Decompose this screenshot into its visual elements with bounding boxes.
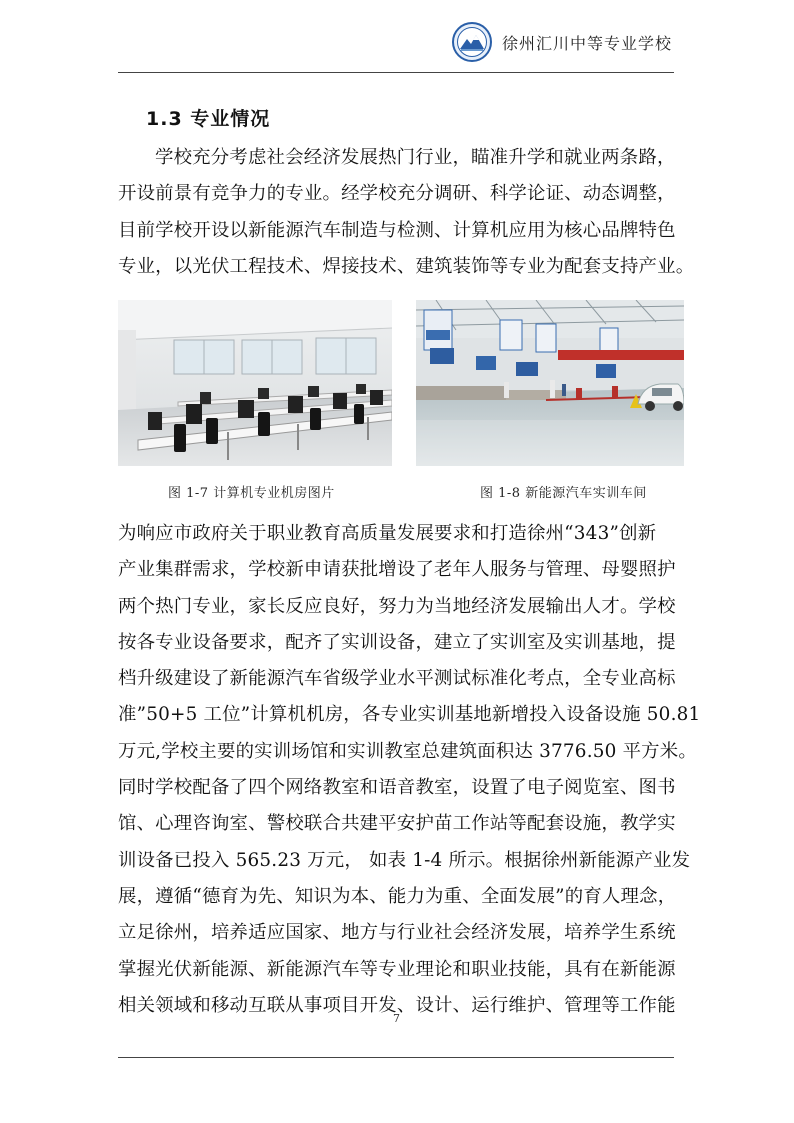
paragraph-line: 学校充分考虑社会经济发展热门行业，瞄准升学和就业两条路， — [155, 147, 676, 168]
paragraph-line: 相关领域和移动互联从事项目开发、设计、运行维护、管理等工作能 — [118, 994, 676, 1016]
paragraph-line: 同时学校配备了四个网络教室和语音教室，设置了电子阅览室、图书 — [118, 777, 676, 799]
page-number: 7 — [393, 1012, 400, 1025]
paragraph-line: 档升级建设了新能源汽车省级学业水平测试标准化考点，全专业高标 — [118, 668, 676, 690]
figure-caption: 图 1-7 计算机专业机房图片 — [168, 486, 335, 501]
paragraph-body — [118, 516, 701, 1024]
paragraph-line: 按各专业设备要求，配齐了实训设备，建立了实训室及实训基地，提 — [118, 631, 676, 653]
figure-caption: 图 1-8 新能源汽车实训车间 — [480, 486, 647, 501]
footer-divider — [118, 1057, 674, 1058]
paragraph-line: 馆、心理咨询室、警校联合共建平安护苗工作站等配套设施，教学实 — [118, 813, 676, 835]
computer-lab-photo — [118, 300, 392, 466]
paragraph-line: 开设前景有竞争力的专业。经学校充分调研、科学论证、动态调整， — [118, 183, 676, 205]
paragraph-line: 为响应市政府关于职业教育高质量发展要求和打造徐州“343”创新 — [118, 523, 657, 544]
school-emblem-icon — [452, 22, 492, 62]
header-school-name: 徐州汇川中等专业学校 — [502, 34, 673, 53]
paragraph-line: 两个热门专业，家长反应良好，努力为当地经济发展输出人才。学校 — [118, 595, 676, 617]
paragraph-line: 准”50+5 工位”计算机机房，各专业实训基地新增投入设备设施 50.81 — [118, 704, 701, 726]
paragraph-line: 万元,学校主要的实训场馆和实训教室总建筑面积达 3776.50 平方米。 — [118, 740, 697, 762]
paragraph-line: 专业，以光伏工程技术、焊接技术、建筑装饰等专业为配套支持产业。 — [118, 255, 695, 277]
paragraph-intro — [118, 140, 695, 285]
paragraph-line: 展，遵循“德育为先、知识为本、能力为重、全面发展”的育人理念， — [118, 885, 677, 907]
paragraph-line: 掌握光伏新能源、新能源汽车等专业理论和职业技能，具有在新能源 — [118, 958, 676, 980]
header-divider — [118, 72, 674, 73]
paragraph-line: 目前学校开设以新能源汽车制造与检测、计算机应用为核心品牌特色 — [118, 219, 676, 241]
paragraph-line: 立足徐州，培养适应国家、地方与行业社会经济发展，培养学生系统 — [118, 922, 676, 944]
paragraph-line: 训设备已投入 565.23 万元， 如表 1-4 所示。根据徐州新能源产业发 — [118, 849, 691, 871]
paragraph-line: 产业集群需求，学校新申请获批增设了老年人服务与管理、母婴照护 — [118, 559, 676, 581]
nev-workshop-photo — [416, 300, 684, 466]
section-heading: 1.3 专业情况 — [146, 108, 271, 130]
